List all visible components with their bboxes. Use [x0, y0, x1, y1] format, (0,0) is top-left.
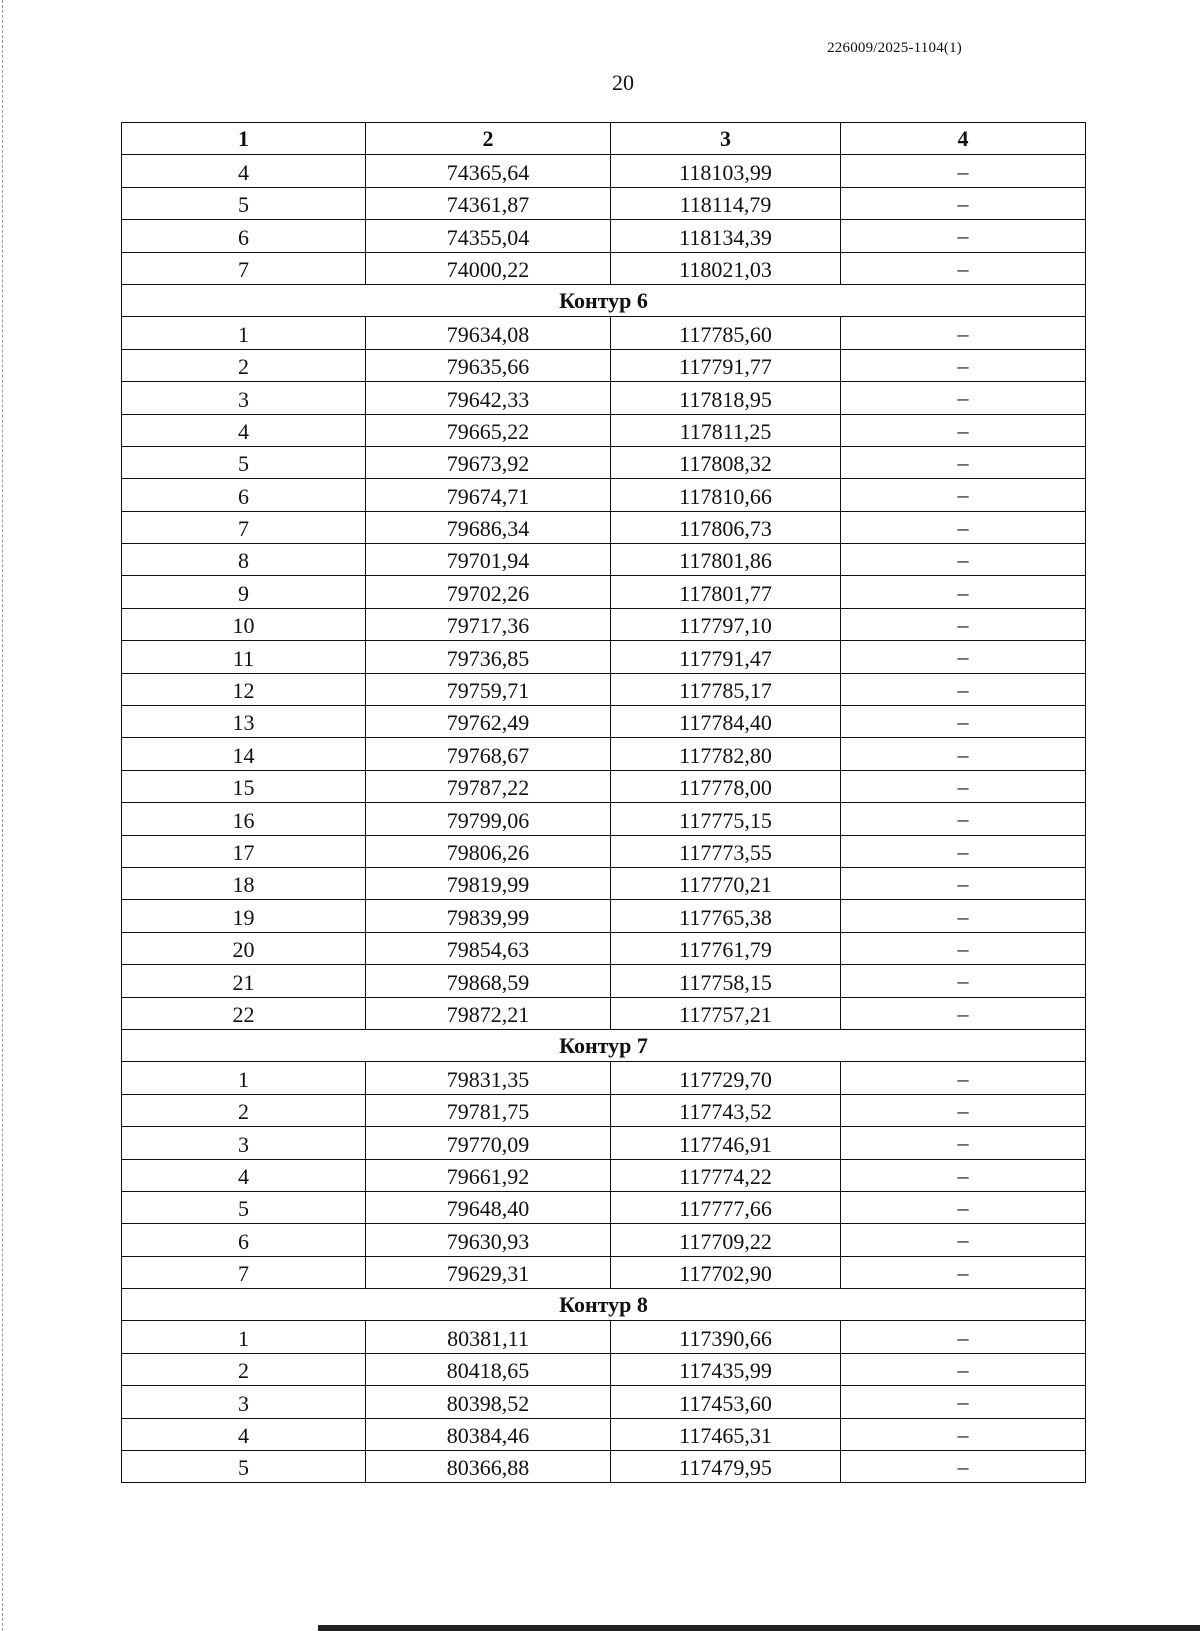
x-coordinate-cell: 79781,75 [366, 1094, 611, 1126]
note-cell: – [841, 867, 1086, 899]
y-coordinate-cell: 118103,99 [611, 155, 841, 187]
table-row [122, 1256, 1086, 1288]
y-coordinate-cell: 117729,70 [611, 1062, 841, 1094]
table-row [122, 511, 1086, 543]
y-coordinate-cell: 117791,77 [611, 349, 841, 381]
note-cell: – [841, 1159, 1086, 1191]
table-row [122, 867, 1086, 899]
y-coordinate-cell: 117773,55 [611, 835, 841, 867]
table-row [122, 641, 1086, 673]
table-row [122, 155, 1086, 187]
coordinates-table [121, 122, 1086, 1483]
point-number-cell: 21 [122, 965, 366, 997]
y-coordinate-cell: 117797,10 [611, 608, 841, 640]
y-coordinate-cell: 117709,22 [611, 1224, 841, 1256]
table-row [122, 544, 1086, 576]
table-row [122, 252, 1086, 284]
point-number-cell: 12 [122, 673, 366, 705]
y-coordinate-cell: 117778,00 [611, 770, 841, 802]
table-row [122, 317, 1086, 349]
note-cell: – [841, 1094, 1086, 1126]
table-row [122, 220, 1086, 252]
point-number-cell: 20 [122, 932, 366, 964]
section-title: Контур 8 [122, 1289, 1086, 1321]
y-coordinate-cell: 117743,52 [611, 1094, 841, 1126]
point-number-cell: 7 [122, 511, 366, 543]
x-coordinate-cell: 80381,11 [366, 1321, 611, 1353]
note-cell: – [841, 1353, 1086, 1385]
y-coordinate-cell: 117453,60 [611, 1386, 841, 1418]
scan-bottom-border [318, 1625, 1200, 1631]
point-number-cell: 10 [122, 608, 366, 640]
table-row [122, 965, 1086, 997]
point-number-cell: 6 [122, 479, 366, 511]
table-row [122, 576, 1086, 608]
point-number-cell: 2 [122, 1094, 366, 1126]
note-cell: – [841, 382, 1086, 414]
note-cell: – [841, 608, 1086, 640]
note-cell: – [841, 1062, 1086, 1094]
x-coordinate-cell: 79770,09 [366, 1127, 611, 1159]
x-coordinate-cell: 79635,66 [366, 349, 611, 381]
note-cell: – [841, 511, 1086, 543]
y-coordinate-cell: 117435,99 [611, 1353, 841, 1385]
table-row [122, 479, 1086, 511]
table-row [122, 1127, 1086, 1159]
y-coordinate-cell: 117479,95 [611, 1451, 841, 1483]
y-coordinate-cell: 117784,40 [611, 706, 841, 738]
y-coordinate-cell: 117782,80 [611, 738, 841, 770]
y-coordinate-cell: 117758,15 [611, 965, 841, 997]
x-coordinate-cell: 79630,93 [366, 1224, 611, 1256]
point-number-cell: 3 [122, 1127, 366, 1159]
header-cell: 4 [841, 123, 1086, 155]
point-number-cell: 8 [122, 544, 366, 576]
note-cell: – [841, 1321, 1086, 1353]
point-number-cell: 19 [122, 900, 366, 932]
table-row [122, 1418, 1086, 1450]
x-coordinate-cell: 74361,87 [366, 187, 611, 219]
x-coordinate-cell: 74000,22 [366, 252, 611, 284]
note-cell: – [841, 446, 1086, 478]
table-row [122, 803, 1086, 835]
note-cell: – [841, 803, 1086, 835]
x-coordinate-cell: 80418,65 [366, 1353, 611, 1385]
header-cell: 1 [122, 123, 366, 155]
x-coordinate-cell: 79686,34 [366, 511, 611, 543]
section-row [122, 1029, 1086, 1061]
section-title: Контур 6 [122, 284, 1086, 316]
point-number-cell: 4 [122, 1418, 366, 1450]
x-coordinate-cell: 79872,21 [366, 997, 611, 1029]
note-cell: – [841, 1224, 1086, 1256]
note-cell: – [841, 738, 1086, 770]
note-cell: – [841, 1451, 1086, 1483]
y-coordinate-cell: 117775,15 [611, 803, 841, 835]
x-coordinate-cell: 79674,71 [366, 479, 611, 511]
point-number-cell: 3 [122, 1386, 366, 1418]
point-number-cell: 4 [122, 414, 366, 446]
x-coordinate-cell: 80398,52 [366, 1386, 611, 1418]
y-coordinate-cell: 117774,22 [611, 1159, 841, 1191]
note-cell: – [841, 576, 1086, 608]
table-row [122, 835, 1086, 867]
y-coordinate-cell: 117765,38 [611, 900, 841, 932]
x-coordinate-cell: 79768,67 [366, 738, 611, 770]
x-coordinate-cell: 79868,59 [366, 965, 611, 997]
y-coordinate-cell: 117702,90 [611, 1256, 841, 1288]
section-row [122, 284, 1086, 316]
y-coordinate-cell: 117801,86 [611, 544, 841, 576]
point-number-cell: 15 [122, 770, 366, 802]
y-coordinate-cell: 117390,66 [611, 1321, 841, 1353]
x-coordinate-cell: 79717,36 [366, 608, 611, 640]
y-coordinate-cell: 118021,03 [611, 252, 841, 284]
x-coordinate-cell: 79831,35 [366, 1062, 611, 1094]
y-coordinate-cell: 117770,21 [611, 867, 841, 899]
note-cell: – [841, 965, 1086, 997]
point-number-cell: 16 [122, 803, 366, 835]
point-number-cell: 6 [122, 220, 366, 252]
note-cell: – [841, 479, 1086, 511]
y-coordinate-cell: 118114,79 [611, 187, 841, 219]
y-coordinate-cell: 117785,17 [611, 673, 841, 705]
point-number-cell: 5 [122, 187, 366, 219]
page-number: 20 [612, 70, 634, 95]
y-coordinate-cell: 117801,77 [611, 576, 841, 608]
section-row [122, 1289, 1086, 1321]
point-number-cell: 18 [122, 867, 366, 899]
point-number-cell: 2 [122, 349, 366, 381]
table-row [122, 608, 1086, 640]
note-cell: – [841, 997, 1086, 1029]
table-body [122, 155, 1086, 1483]
x-coordinate-cell: 80366,88 [366, 1451, 611, 1483]
x-coordinate-cell: 79673,92 [366, 446, 611, 478]
y-coordinate-cell: 117806,73 [611, 511, 841, 543]
note-cell: – [841, 414, 1086, 446]
x-coordinate-cell: 79648,40 [366, 1191, 611, 1223]
table-row [122, 706, 1086, 738]
x-coordinate-cell: 79819,99 [366, 867, 611, 899]
y-coordinate-cell: 117777,66 [611, 1191, 841, 1223]
point-number-cell: 13 [122, 706, 366, 738]
table-row [122, 932, 1086, 964]
point-number-cell: 5 [122, 1451, 366, 1483]
point-number-cell: 3 [122, 382, 366, 414]
x-coordinate-cell: 79839,99 [366, 900, 611, 932]
table-row [122, 349, 1086, 381]
table-row [122, 1451, 1086, 1483]
point-number-cell: 17 [122, 835, 366, 867]
point-number-cell: 6 [122, 1224, 366, 1256]
point-number-cell: 4 [122, 155, 366, 187]
x-coordinate-cell: 74365,64 [366, 155, 611, 187]
x-coordinate-cell: 79642,33 [366, 382, 611, 414]
x-coordinate-cell: 79701,94 [366, 544, 611, 576]
note-cell: – [841, 835, 1086, 867]
y-coordinate-cell: 117757,21 [611, 997, 841, 1029]
y-coordinate-cell: 117785,60 [611, 317, 841, 349]
point-number-cell: 14 [122, 738, 366, 770]
x-coordinate-cell: 79759,71 [366, 673, 611, 705]
note-cell: – [841, 220, 1086, 252]
table-row [122, 738, 1086, 770]
point-number-cell: 11 [122, 641, 366, 673]
note-cell: – [841, 1386, 1086, 1418]
point-number-cell: 22 [122, 997, 366, 1029]
x-coordinate-cell: 79665,22 [366, 414, 611, 446]
note-cell: – [841, 252, 1086, 284]
y-coordinate-cell: 117465,31 [611, 1418, 841, 1450]
y-coordinate-cell: 117746,91 [611, 1127, 841, 1159]
x-coordinate-cell: 79736,85 [366, 641, 611, 673]
document-number: 226009/2025-1104(1) [827, 40, 962, 56]
point-number-cell: 1 [122, 1321, 366, 1353]
point-number-cell: 1 [122, 317, 366, 349]
x-coordinate-cell: 79854,63 [366, 932, 611, 964]
x-coordinate-cell: 79661,92 [366, 1159, 611, 1191]
point-number-cell: 9 [122, 576, 366, 608]
note-cell: – [841, 641, 1086, 673]
note-cell: – [841, 1191, 1086, 1223]
y-coordinate-cell: 117791,47 [611, 641, 841, 673]
point-number-cell: 7 [122, 1256, 366, 1288]
table-row [122, 1191, 1086, 1223]
point-number-cell: 1 [122, 1062, 366, 1094]
note-cell: – [841, 187, 1086, 219]
note-cell: – [841, 544, 1086, 576]
x-coordinate-cell: 80384,46 [366, 1418, 611, 1450]
note-cell: – [841, 673, 1086, 705]
note-cell: – [841, 932, 1086, 964]
header-cell: 2 [366, 123, 611, 155]
note-cell: – [841, 1256, 1086, 1288]
scan-edge [2, 0, 4, 1631]
table-row [122, 1224, 1086, 1256]
note-cell: – [841, 1127, 1086, 1159]
y-coordinate-cell: 117810,66 [611, 479, 841, 511]
table-row [122, 446, 1086, 478]
table-row [122, 1159, 1086, 1191]
y-coordinate-cell: 117818,95 [611, 382, 841, 414]
x-coordinate-cell: 79762,49 [366, 706, 611, 738]
note-cell: – [841, 900, 1086, 932]
x-coordinate-cell: 79806,26 [366, 835, 611, 867]
point-number-cell: 2 [122, 1353, 366, 1385]
x-coordinate-cell: 79634,08 [366, 317, 611, 349]
point-number-cell: 5 [122, 1191, 366, 1223]
y-coordinate-cell: 117811,25 [611, 414, 841, 446]
table-row [122, 382, 1086, 414]
table-row [122, 1062, 1086, 1094]
x-coordinate-cell: 74355,04 [366, 220, 611, 252]
x-coordinate-cell: 79799,06 [366, 803, 611, 835]
table-row [122, 187, 1086, 219]
point-number-cell: 7 [122, 252, 366, 284]
table-header-row [122, 123, 1086, 155]
note-cell: – [841, 155, 1086, 187]
note-cell: – [841, 349, 1086, 381]
point-number-cell: 4 [122, 1159, 366, 1191]
table-row [122, 1321, 1086, 1353]
y-coordinate-cell: 117808,32 [611, 446, 841, 478]
x-coordinate-cell: 79787,22 [366, 770, 611, 802]
point-number-cell: 5 [122, 446, 366, 478]
table-row [122, 1386, 1086, 1418]
header-cell: 3 [611, 123, 841, 155]
note-cell: – [841, 1418, 1086, 1450]
note-cell: – [841, 317, 1086, 349]
x-coordinate-cell: 79702,26 [366, 576, 611, 608]
table-row [122, 673, 1086, 705]
x-coordinate-cell: 79629,31 [366, 1256, 611, 1288]
note-cell: – [841, 770, 1086, 802]
table-row [122, 414, 1086, 446]
table-row [122, 1353, 1086, 1385]
note-cell: – [841, 706, 1086, 738]
table-row [122, 900, 1086, 932]
y-coordinate-cell: 118134,39 [611, 220, 841, 252]
section-title: Контур 7 [122, 1029, 1086, 1061]
y-coordinate-cell: 117761,79 [611, 932, 841, 964]
table-row [122, 770, 1086, 802]
table-row [122, 1094, 1086, 1126]
table-row [122, 997, 1086, 1029]
